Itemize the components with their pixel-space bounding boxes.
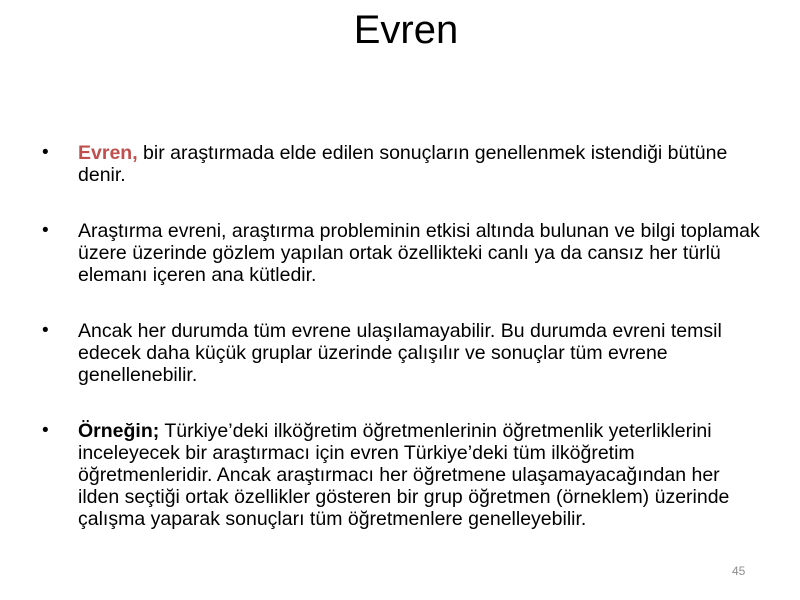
bullet-text: Ancak her durumda tüm evrene ulaşılamayabilir. Bu durumda evreni temsil edecek daha küçük gruplar üzerinde çalışılır ve sonuçlar tüm evrene genellenebilir. bbox=[78, 320, 722, 386]
bullet-dot-icon: • bbox=[42, 320, 49, 341]
bullet-dot-icon: • bbox=[42, 220, 49, 241]
bullet-item-population bbox=[42, 220, 762, 286]
example-label: Örneğin; bbox=[78, 420, 160, 442]
bullet-text: bir araştırmada elde edilen sonuçların genellenmek istendiği bütüne denir. bbox=[78, 142, 728, 186]
bullet-text: Araştırma evreni, araştırma probleminin etkisi altında bulunan ve bilgi toplamak üzere üzerinde gözlem yapılan ortak özellikteki canlı ya da cansız her türlü elemanı içeren ana kütledir. bbox=[78, 220, 760, 286]
bullet-item-example bbox=[42, 420, 762, 530]
bullet-item-generalization bbox=[42, 320, 762, 386]
slide-title: Evren bbox=[353, 8, 459, 52]
term-evren: Evren, bbox=[78, 142, 138, 164]
bullet-item-definition bbox=[42, 142, 762, 186]
bullet-list bbox=[42, 142, 762, 530]
bullet-text: Türkiye’deki ilköğretim öğretmenlerinin öğretmenlik yeterliklerini inceleyecek bir araştırmacı için evren Türkiye’deki tüm ilköğretim öğretmenleridir. Ancak araştırmacı her öğretmene ulaşamayacağından her ilden seçtiği ortak özellikler gösteren bir grup öğretmen (örneklem) üzerinde çalışma yaparak sonuçları tüm öğretmenlere genelleyebilir. bbox=[78, 420, 730, 530]
page-number: 45 bbox=[732, 564, 746, 578]
bullet-dot-icon: • bbox=[42, 142, 49, 163]
bullet-dot-icon: • bbox=[42, 420, 49, 441]
